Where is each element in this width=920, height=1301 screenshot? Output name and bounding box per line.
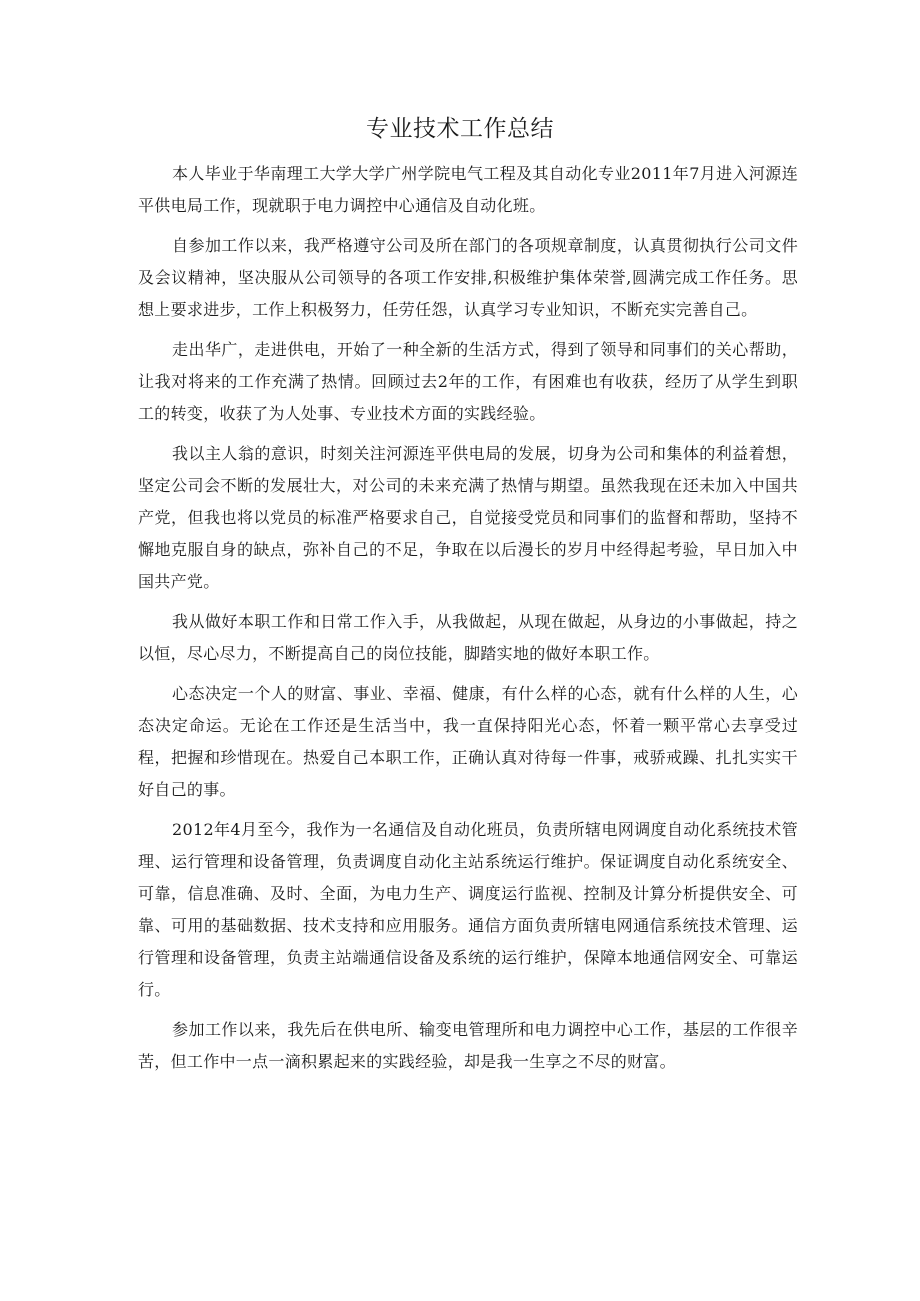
paragraph-2: 自参加工作以来，我严格遵守公司及所在部门的各项规章制度，认真贯彻执行公司文件及会议精神，坚决服从公司领导的各项工作安排,积极维护集体荣誉,圆满完成工作任务。思想上要求进步，工作上积极努力，任劳任怨，认真学习专业知识，不断充实完善自己。 [138,236,798,319]
paragraph-8: 参加工作以来，我先后在供电所、输变电管理所和电力调控中心工作，基层的工作很辛苦，但工作中一点一滴积累起来的实践经验，却是我一生享之不尽的财富。 [138,1020,798,1071]
paragraph-7: 2012年4月至今，我作为一名通信及自动化班员，负责所辖电网调度自动化系统技术管理、运行管理和设备管理，负责调度自动化主站系统运行维护。保证调度自动化系统安全、可靠，信息准确、及时、全面，为电力生产、调度运行监视、控制及计算分析提供安全、可靠、可用的基础数据、技术支持和应用服务。通信方面负责所辖电网通信系统技术管理、运行管理和设备管理，负责主站端通信设备及系统的运行维护，保障本地通信网安全、可靠运行。 [138,820,798,999]
paragraph-4: 我以主人翁的意识，时刻关注河源连平供电局的发展，切身为公司和集体的利益着想，坚定公司会不断的发展壮大，对公司的未来充满了热情与期望。虽然我现在还未加入中国共产党，但我也将以党员的标准严格要求自己，自觉接受党员和同事们的监督和帮助，坚持不懈地克服自身的缺点，弥补自己的不足，争取在以后漫长的岁月中经得起考验，早日加入中国共产党。 [138,444,798,591]
document-title: 专业技术工作总结 [366,116,554,142]
document-body [138,158,798,1086]
paragraph-6: 心态决定一个人的财富、事业、幸福、健康，有什么样的心态，就有什么样的人生，心态决定命运。无论在工作还是生活当中，我一直保持阳光心态，怀着一颗平常心去享受过程，把握和珍惜现在。热爱自己本职工作，正确认真对待每一件事，戒骄戒躁、扎扎实实干好自己的事。 [138,684,798,799]
paragraph-3: 走出华广，走进供电，开始了一种全新的生活方式，得到了领导和同事们的关心帮助，让我对将来的工作充满了热情。回顾过去2年的工作，有困难也有收获，经历了从学生到职工的转变，收获了为人处事、专业技术方面的实践经验。 [138,340,798,423]
paragraph-5: 我从做好本职工作和日常工作入手，从我做起，从现在做起，从身边的小事做起，持之以恒，尽心尽力，不断提高自己的岗位技能，脚踏实地的做好本职工作。 [138,612,798,663]
paragraph-1: 本人毕业于华南理工大学大学广州学院电气工程及其自动化专业2011年7月进入河源连平供电局工作，现就职于电力调控中心通信及自动化班。 [138,164,798,215]
